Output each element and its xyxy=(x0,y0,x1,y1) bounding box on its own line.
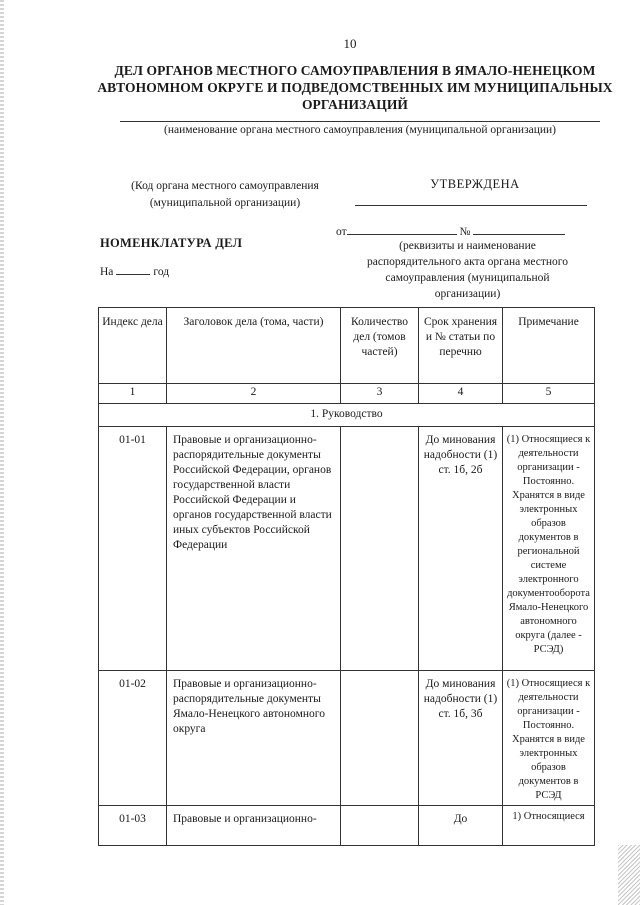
column-number: 2 xyxy=(167,384,341,404)
row-period: До минования надобности (1) ст. 1б, 2б xyxy=(419,427,503,671)
header-index: Индекс дела xyxy=(99,308,167,384)
org-code-caption-line-1: (Код органа местного самоуправления xyxy=(131,180,319,192)
org-code-caption-line-2: (муниципальной организации) xyxy=(149,197,301,209)
header-note: Примечание xyxy=(503,308,595,384)
row-heading: Правовые и организационно- xyxy=(167,806,341,846)
column-number: 3 xyxy=(341,384,419,404)
row-index: 01-01 xyxy=(99,427,167,671)
row-count xyxy=(341,427,419,671)
column-number-row xyxy=(99,384,595,404)
row-note: (1) Относящиеся к деятельности организации - Постоянно. Хранятся в виде электронных образов документов в региональной системе электронного документооборота Ямало-Ненецкого автономного округа (далее - РСЭД) xyxy=(503,427,595,671)
table-row xyxy=(99,671,595,806)
row-index: 01-02 xyxy=(99,671,167,806)
row-heading: Правовые и организационно-распорядительные документы Российской Федерации, органов государственной власти Российской Федерации и органов государственной власти иных субъектов Российской Федерации xyxy=(167,427,341,671)
year-suffix: год xyxy=(153,266,170,278)
approved-stamp-title: УТВЕРЖДЕНА xyxy=(430,177,520,191)
act-requisites-caption xyxy=(345,238,590,302)
section-row xyxy=(99,404,595,427)
table-row xyxy=(99,427,595,671)
act-requisites-line xyxy=(336,224,596,238)
row-period: До xyxy=(419,806,503,846)
column-number: 4 xyxy=(419,384,503,404)
row-period: До минования надобности (1) ст. 1б, 3б xyxy=(419,671,503,806)
column-number: 1 xyxy=(99,384,167,404)
act-number-blank xyxy=(473,224,565,235)
row-note: (1) Относящиеся к деятельности организации - Постоянно. Хранятся в виде электронных образов документов в РСЭД xyxy=(503,671,595,806)
row-heading: Правовые и организационно-распорядительные документы Ямало-Ненецкого автономного округа xyxy=(167,671,341,806)
row-count xyxy=(341,806,419,846)
year-line xyxy=(100,264,169,278)
page-number: 10 xyxy=(343,36,357,51)
act-from-label: от xyxy=(336,226,347,238)
section-title: 1. Руководство xyxy=(99,404,595,427)
act-caption-line-4: организации) xyxy=(434,288,501,300)
title-line-1: ДЕЛ ОРГАНОВ МЕСТНОГО САМОУПРАВЛЕНИЯ В ЯМАЛО-НЕНЕЦКОМ xyxy=(114,63,596,78)
act-caption-line-3: самоуправления (муниципальной xyxy=(385,272,550,284)
approved-underline xyxy=(355,205,587,206)
table-row xyxy=(99,806,595,846)
act-date-blank xyxy=(347,224,457,235)
column-number: 5 xyxy=(503,384,595,404)
title-line-3: ОРГАНИЗАЦИЙ xyxy=(301,97,409,112)
act-number-label: № xyxy=(459,226,471,238)
year-prefix: На xyxy=(100,266,114,278)
header-period: Срок хранения и № статьи по перечню xyxy=(419,308,503,384)
document-title xyxy=(95,62,615,113)
scan-corner-artifact xyxy=(618,845,640,905)
row-index: 01-03 xyxy=(99,806,167,846)
nomenclature-title: НОМЕНКЛАТУРА ДЕЛ xyxy=(100,236,243,250)
header-heading: Заголовок дела (тома, части) xyxy=(167,308,341,384)
act-caption-line-1: (реквизиты и наименование xyxy=(399,240,536,252)
table-header-row xyxy=(99,308,595,384)
scan-edge-artifact xyxy=(0,0,4,905)
nomenclature-table xyxy=(98,307,595,846)
org-code-caption xyxy=(95,178,355,212)
act-caption-line-2: распорядительного акта органа местного xyxy=(366,256,568,268)
header-count: Количество дел (томов частей) xyxy=(341,308,419,384)
year-blank xyxy=(116,264,150,275)
row-note: 1) Относящиеся xyxy=(503,806,595,846)
title-line-2: АВТОНОМНОМ ОКРУГЕ И ПОДВЕДОМСТВЕННЫХ ИМ МУНИЦИПАЛЬНЫХ xyxy=(97,80,613,95)
org-name-underline xyxy=(120,121,600,122)
row-count xyxy=(341,671,419,806)
org-name-caption: (наименование органа местного самоуправления (муниципальной организации) xyxy=(163,124,557,136)
